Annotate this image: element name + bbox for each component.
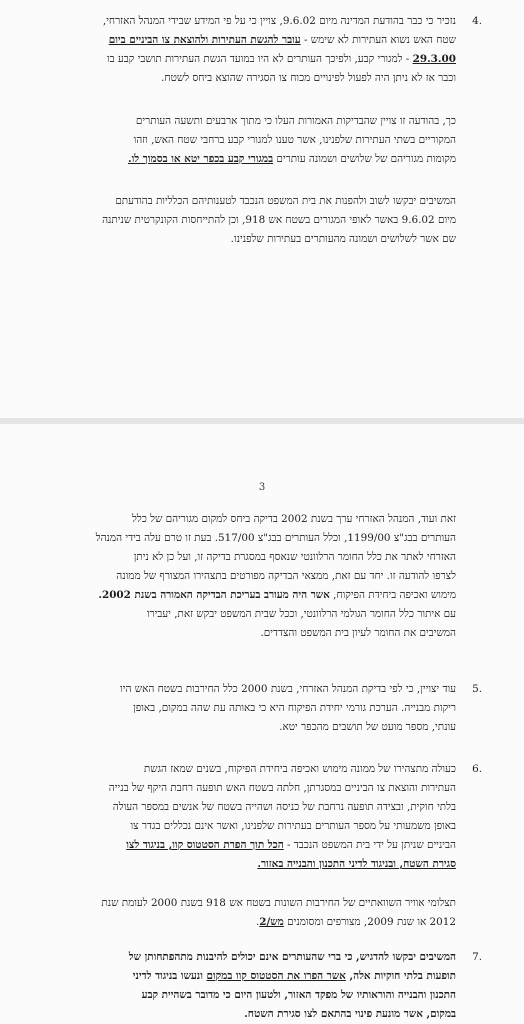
text-run: מימוש ואכיפה ביחידת הפיקוח, [329, 589, 456, 601]
paragraph-6 [36, 760, 456, 874]
text-run: אשר היה מעורב בעריכת הבדיקה האמורה בשנת 2002. [98, 589, 330, 601]
page-number: 3 [258, 482, 266, 493]
text-line [36, 836, 456, 855]
text-line [36, 817, 456, 836]
text-line [36, 230, 456, 249]
text-run: הביניים שניתן על ידי בית המשפט הנכבד - [283, 839, 456, 851]
text-line [36, 510, 456, 529]
text-run: עונתי, מספר מועט של תושבים מהכפר יטא. [279, 721, 456, 733]
text-line [36, 567, 456, 586]
text-line [36, 699, 456, 718]
text-line [36, 680, 456, 699]
paragraph-7 [36, 948, 456, 1024]
text-line [36, 31, 456, 50]
text-run: המשיבים יבקשו לשוב ולהפנות את בית המשפט הנכבד לטענותיהם הכלליות בהודעתם [115, 195, 456, 207]
text-line [36, 192, 456, 211]
paragraph-number-5: 5. [472, 683, 482, 695]
document-page-3 [0, 424, 524, 1024]
text-run: שם אשר לשלושים ושמונה מהעותרים בעתירות שלפנינו. [230, 233, 456, 245]
text-line [36, 1005, 456, 1024]
text-run: במגורי קבע בכפר יטא או בסמוך לו. [128, 153, 274, 165]
text-run: עוד יצויין, כי לפי בדיקת המנהל האזרחי, בשנת 2000 כלל החירבות בשטח האש היו [120, 683, 456, 695]
paragraph-6-aerial-photos [36, 894, 456, 932]
text-line [36, 69, 456, 88]
paragraph-2002-survey [36, 510, 456, 643]
paragraph-number-6: 6. [472, 763, 482, 775]
text-run: המשיבים יבקשו להדגיש, כי ברי שהעותרים אינם יכולים להיבנות מתהפתחותן של [128, 951, 456, 963]
text-run: כעולה מתצהירו של ממונה מימוש ואכיפה ביחידת הפיקוח, בשנים שמאז הגשת [143, 763, 456, 775]
text-run: המשיבים את החומר לעיון בית המשפט והצדדים. [260, 627, 456, 639]
text-line [36, 624, 456, 643]
text-line [36, 12, 456, 31]
text-line [36, 112, 456, 131]
paragraph-4-respondents [36, 192, 456, 249]
text-run: עם איתור כלל החומר הגולמי הרלוונטי, וככל שבית המשפט יבקש זאת, יעבירו [146, 608, 456, 620]
text-run: ריקות מבנייה. הערכת גורמי יחידת הפיקוח היא כי באותה עת שהה במקום, באופן [133, 702, 456, 714]
text-line [36, 605, 456, 624]
text-run: בלתי חוקית, ובצידה תופעה נרחבת של כניסה ושהייה בשטח של אנשים במספר העולה [112, 801, 456, 813]
text-run: זאת ועוד, המנהל האזרחי ערך בשנת 2002 בדיקה ביחס למקום מגוריהם של כלל [131, 513, 456, 525]
text-run: נזכיר כי כבר בהודעת המדינה מיום 9.6.02, צויין כי על פי המידע שבידי המנהל האזרחי, [102, 15, 456, 27]
document-page-upper [0, 0, 524, 418]
text-run: . [255, 916, 260, 928]
text-run: מיום 9.6.02 באשר לאופי המגורים בשטח אש 918, וכן להתייחסות הקונקרטית שניתנה [102, 214, 456, 226]
text-line [36, 894, 456, 913]
text-run: מקומות מגוריהם של שלושים ושמונה עותרים [273, 153, 456, 165]
text-line [36, 211, 456, 230]
text-run: אשר הפרו את הסטטוס קוו במקום [206, 970, 346, 982]
text-run: התכנון והבנייה והוראותיו של מפקד האזור, ולטעון היום כי מדובר בשהיית קבע [141, 989, 456, 1001]
text-run: - למגורי קבע, ולפיכך העותרים לא היו במועד הגשת העתירות תושבי קבע בו [106, 53, 413, 65]
text-run: במקום, אשר מונעת פינוי בהתאם לצו סגירת השטח. [244, 1008, 456, 1020]
text-run: תופעות בלתי חוקיות אלה, [345, 970, 456, 982]
text-line [36, 529, 456, 548]
text-run: שטח האש נשוא העתירות לא שימש - [300, 34, 456, 46]
text-line [36, 718, 456, 737]
text-run: ונעשו בניגוד לדיני [132, 970, 207, 982]
text-run: 29.3.00 [412, 53, 456, 65]
paragraph-5 [36, 680, 456, 737]
text-line [36, 150, 456, 169]
text-line [36, 548, 456, 567]
text-run: העתירות והוצאת צו הביניים במסגרתן, חלתה בשטח האש תופעה רחבת היקף של בנייה [108, 782, 456, 794]
text-line [36, 986, 456, 1005]
paragraph-4 [36, 12, 456, 88]
text-run: באופן משמעותי על מספר העותרים בעתירות שלפנינו, ואשר אינם נכללים בגדר צו [130, 820, 456, 832]
text-run: המקוריים בשתי העתירות שלפנינו, אשר טענו למגורי קבע ברחבי שטח האש, וזהו [133, 134, 456, 146]
text-line [36, 586, 456, 605]
paragraph-number-4: 4. [472, 15, 482, 27]
text-line [36, 967, 456, 986]
text-line [36, 50, 456, 69]
text-line [36, 855, 456, 874]
text-line [36, 760, 456, 779]
text-run: מש/2 [259, 916, 284, 928]
paragraph-4-continued [36, 112, 456, 169]
text-run: סגירת השטח, ובניגוד לדיני התכנון והבנייה באזור. [257, 858, 456, 870]
text-run: כך, בהודעה זו צויין שהבדיקות האמורות העלו כי מתוך ארבעים ותשעה העותרים [135, 115, 456, 127]
text-line [36, 913, 456, 932]
text-line [36, 798, 456, 817]
text-run: עובר להגשת העתירות ולהוצאת צו הביניים ביום [108, 34, 301, 46]
text-run: האזרחי לאתר את כלל החומר הרלוונטי שנאסף במסגרת בדיקה זו, ועל כן לא ניתן [133, 551, 456, 563]
text-run: וכבר אז לא ניתן היה לפעול לפינויים מכוח צו הסגירה שהוצא ביחס לשטח. [161, 72, 456, 84]
text-line [36, 948, 456, 967]
text-run: לצרפו להודעה זו. יחד עם זאת, ממצאי הבדיקה מפורטים בתצהירו המצורף של ממונה [116, 570, 456, 582]
text-line [36, 131, 456, 150]
text-run: 2012 או שנת 2009, מצורפים ומסומנים [283, 916, 456, 928]
paragraph-number-7: 7. [472, 951, 482, 963]
text-line [36, 779, 456, 798]
text-run: תצלומי אוויר השוואתיים של החירבות השונות בשטח אש 918 בשנת 2000 לעומת שנת [101, 897, 456, 909]
text-run: הכל תוך הפרת הסטטוס קוו, בניגוד לצו [126, 839, 284, 851]
text-run: העותרים בבג"צ 1199/00, וכלל העותרים בבג"צ 517/00. בעת זו טרם עלה בידי המנהל [95, 532, 456, 544]
